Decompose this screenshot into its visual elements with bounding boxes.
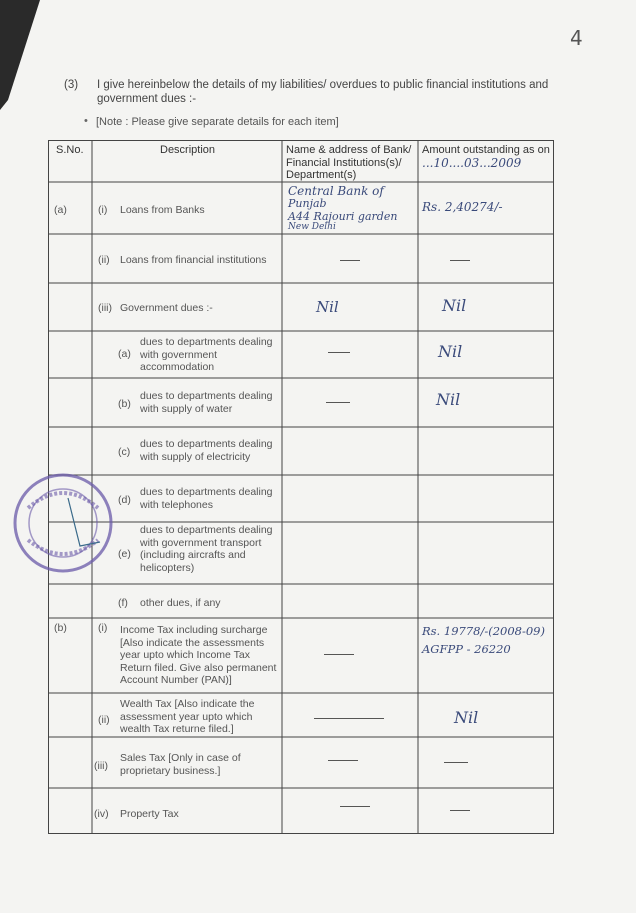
gov-b-name-dash (326, 402, 350, 403)
row-a-iii-desc: Government dues :- (120, 302, 213, 314)
gov-b-amount: Nil (436, 390, 461, 409)
row-b-iii-amount-dash (444, 762, 468, 763)
gov-b-desc: dues to departments dealing with supply of water (140, 390, 273, 415)
official-seal-stamp (8, 468, 118, 578)
section-text: I give hereinbelow the details of my liabilities/ overdues to public financial institutions and government dues :- (97, 79, 549, 105)
row-a-i-desc: Loans from Banks (120, 204, 205, 216)
row-b-ii-desc: Wealth Tax [Also indicate the assessment year upto which wealth Tax returne filed.] (120, 698, 255, 735)
gov-a-desc: dues to departments dealing with government accommodation (140, 336, 273, 373)
row-b-iv-amount-dash (450, 810, 470, 811)
gov-e-num: (e) (118, 548, 131, 560)
header-amount-prefix: Amount outstanding as on (422, 144, 550, 156)
note-text: [Note : Please give separate details for each item] (96, 116, 339, 128)
gov-a-name-dash (328, 352, 350, 353)
row-b-ii-amount: Nil (454, 708, 479, 727)
gov-c-desc: dues to departments dealing with supply of electricity (140, 438, 273, 463)
row-b-i-name-dash (324, 654, 354, 655)
gov-d-num: (d) (118, 494, 131, 506)
row-b-iv-name-dash (340, 806, 370, 807)
row-b-iv-num: (iv) (94, 808, 109, 820)
gov-d-desc: dues to departments dealing with telephones (140, 486, 273, 511)
header-name-address: Name & address of Bank/ Financial Institutions(s)/ Department(s) (286, 144, 412, 181)
header-amount (422, 144, 550, 170)
row-a-i-bank-line1: Central Bank of (288, 184, 384, 198)
row-b-iii-desc: Sales Tax [Only in case of proprietary business.] (120, 752, 241, 777)
row-b-ii-name-dash (314, 718, 384, 719)
row-b-i-amount-line2: AGFPP - 26220 (422, 642, 511, 656)
scan-corner-shadow (0, 0, 60, 110)
gov-f-desc: other dues, if any (140, 597, 221, 609)
header-sno: S.No. (56, 144, 84, 156)
row-b-iv-desc: Property Tax (120, 808, 179, 820)
row-b-ii-num: (ii) (98, 714, 110, 726)
row-a-iii-name: Nil (316, 298, 339, 316)
gov-c-num: (c) (118, 446, 131, 458)
row-b-i-amount-line1: Rs. 19778/-(2008-09) (422, 624, 545, 638)
row-a-ii-name-dash (340, 260, 360, 261)
row-a-iii-amount: Nil (442, 296, 467, 315)
row-a-i-bank-line2: Punjab (288, 197, 327, 210)
page-number: 4 (570, 26, 583, 50)
gov-a-num: (a) (118, 348, 131, 360)
row-b-iii-name-dash (328, 760, 358, 761)
gov-f-num: (f) (118, 597, 128, 609)
liabilities-table (48, 140, 554, 834)
header-amount-date: ...10....03...2009 (422, 155, 522, 170)
gov-b-num: (b) (118, 398, 131, 410)
section-number: (3) (64, 79, 79, 91)
row-a-iii-num: (iii) (98, 302, 112, 314)
row-a-ii-num: (ii) (98, 254, 110, 266)
row-a-i-amount: Rs. 2,40274/- (422, 200, 503, 214)
gov-a-amount: Nil (438, 342, 463, 361)
row-a-i-bank-line4: New Delhi (288, 222, 336, 232)
gov-e-desc: dues to departments dealing with government transport (including aircrafts and helicopters) (140, 524, 273, 574)
row-a-i-num: (i) (98, 204, 108, 216)
row-b-i-num: (i) (98, 622, 108, 634)
row-a-ii-amount-dash (450, 260, 470, 261)
row-b-iii-num: (iii) (94, 760, 108, 772)
row-a-i-bank-line3: A44 Rajouri garden (288, 210, 398, 223)
row-a-ii-desc: Loans from financial institutions (120, 254, 267, 266)
note-bullet: • (84, 115, 88, 127)
row-a-label: (a) (54, 204, 67, 216)
row-b-i-desc: Income Tax including surcharge [Also indicate the assessments year upto which Income Tax Return filed. Give also permanent Account Number (PAN)] (120, 624, 277, 686)
header-description: Description (160, 144, 216, 156)
row-b-label: (b) (54, 622, 67, 634)
